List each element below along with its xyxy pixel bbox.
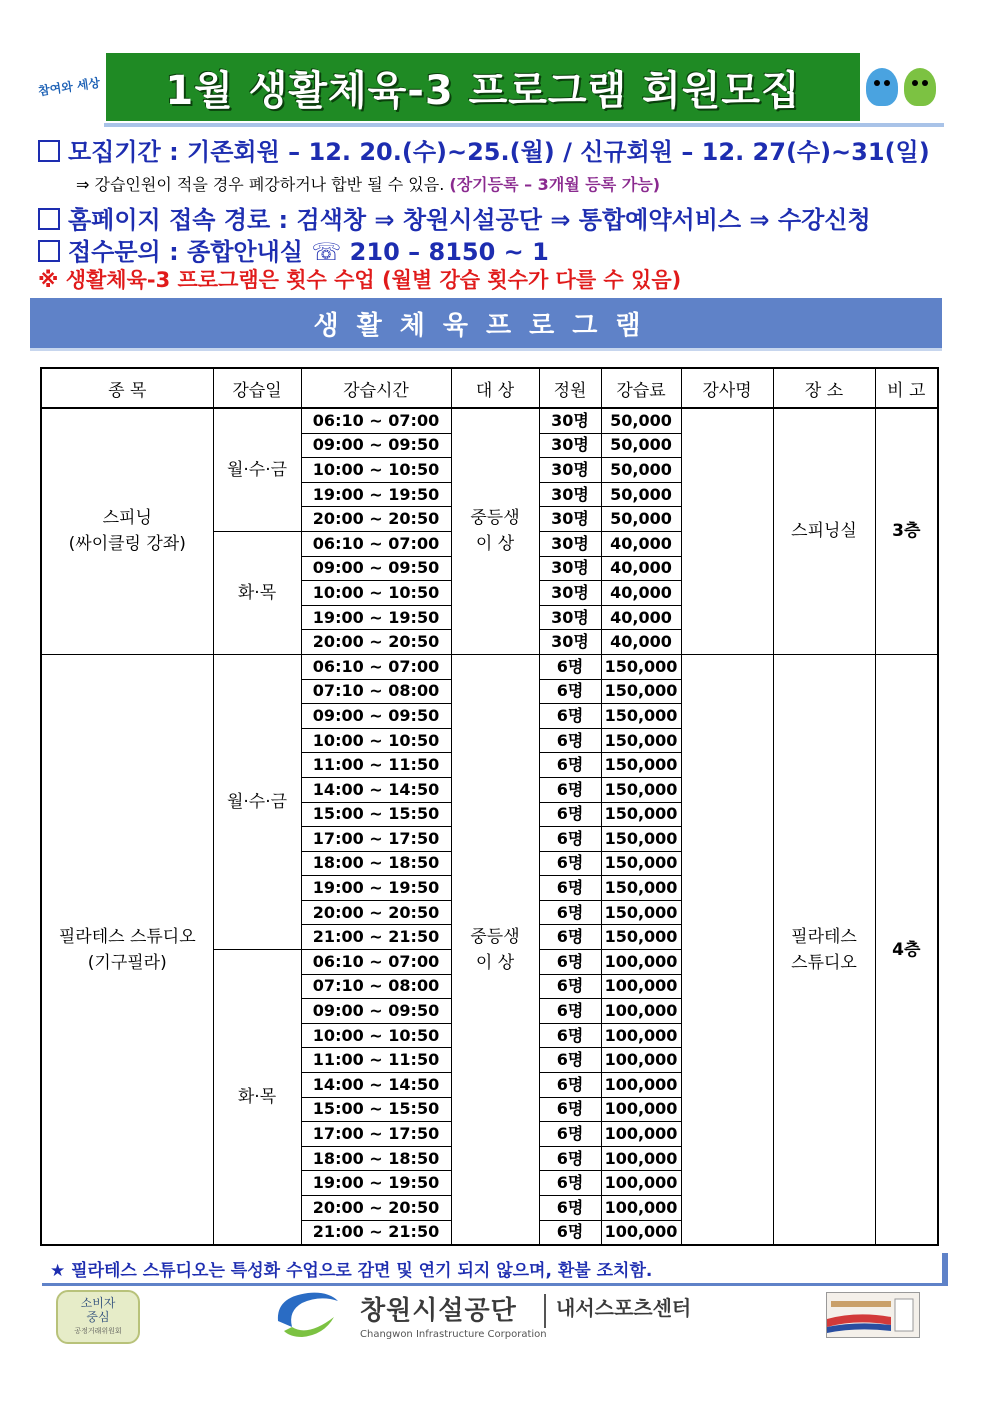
class-time-cell: 20:00 ~ 20:50 [301, 507, 451, 532]
capacity-cell: 6명 [539, 999, 601, 1024]
capacity-cell: 6명 [539, 1220, 601, 1245]
class-time-cell: 14:00 ~ 14:50 [301, 777, 451, 802]
capacity-cell: 6명 [539, 1122, 601, 1147]
capacity-cell: 30명 [539, 556, 601, 581]
class-time-cell: 09:00 ~ 09:50 [301, 556, 451, 581]
table-row [41, 654, 938, 679]
fee-cell: 40,000 [601, 605, 681, 630]
title-divider [104, 123, 944, 127]
class-time-cell: 14:00 ~ 14:50 [301, 1073, 451, 1098]
mascot-illustration [866, 62, 944, 112]
target-cell: 중등생 이 상 [451, 408, 539, 654]
header-cell: 정원 [539, 368, 601, 408]
corp-english-name: Changwon Infrastructure Corporation [360, 1329, 547, 1340]
fee-cell: 150,000 [601, 925, 681, 950]
class-days-cell: 화·목 [213, 950, 301, 1246]
contact-info: 접수문의 : 종합안내실 ☏ 210 – 8150 ~ 1 [38, 232, 549, 267]
class-time-cell: 20:00 ~ 20:50 [301, 900, 451, 925]
fee-cell: 150,000 [601, 827, 681, 852]
class-time-cell: 10:00 ~ 10:50 [301, 581, 451, 606]
header-cell: 대 상 [451, 368, 539, 408]
consumer-ccm-badge: 소비자 중심 공정거래위원회 [56, 1290, 140, 1344]
class-time-cell: 21:00 ~ 21:50 [301, 925, 451, 950]
fee-cell: 50,000 [601, 433, 681, 458]
class-time-cell: 10:00 ~ 10:50 [301, 458, 451, 483]
cancel-notice: ⇒ 강습인원이 적을 경우 폐강하거나 합반 될 수 있음. (장기등록 – 3개월 등록 가능) [76, 175, 661, 194]
class-time-cell: 09:00 ~ 09:50 [301, 999, 451, 1024]
fee-cell: 50,000 [601, 458, 681, 483]
fee-cell: 150,000 [601, 777, 681, 802]
capacity-cell: 30명 [539, 433, 601, 458]
table-header-row [41, 368, 938, 408]
fee-cell: 100,000 [601, 1073, 681, 1098]
footnote-bar [42, 1253, 948, 1286]
class-days-cell: 화·목 [213, 531, 301, 654]
capacity-cell: 6명 [539, 802, 601, 827]
corp-logo-icon [268, 1287, 346, 1343]
capacity-cell: 6명 [539, 876, 601, 901]
fee-cell: 100,000 [601, 974, 681, 999]
capacity-cell: 6명 [539, 654, 601, 679]
fee-cell: 40,000 [601, 556, 681, 581]
instructor-cell [681, 654, 773, 1245]
page-title: 1월 생활체육-3 프로그램 회원모집 [165, 67, 801, 114]
mascot-green-icon [904, 68, 936, 106]
class-time-cell: 11:00 ~ 11:50 [301, 753, 451, 778]
fee-cell: 50,000 [601, 507, 681, 532]
capacity-cell: 6명 [539, 1097, 601, 1122]
class-time-cell: 19:00 ~ 19:50 [301, 605, 451, 630]
class-time-cell: 17:00 ~ 17:50 [301, 1122, 451, 1147]
capacity-cell: 6명 [539, 950, 601, 975]
fee-cell: 100,000 [601, 1122, 681, 1147]
footnote: ★ 필라테스 스튜디오는 특성화 수업으로 감면 및 연기 되지 않으며, 환불 조치함. [50, 1260, 653, 1281]
class-time-cell: 06:10 ~ 07:00 [301, 950, 451, 975]
capacity-cell: 6명 [539, 1196, 601, 1221]
city-slogan-logo: 참여와 세상 [37, 75, 101, 98]
capacity-cell: 6명 [539, 753, 601, 778]
program-name-cell: 필라테스 스튜디오 (기구필라) [41, 654, 213, 1245]
class-time-cell: 09:00 ~ 09:50 [301, 704, 451, 729]
class-time-cell: 20:00 ~ 20:50 [301, 630, 451, 655]
fee-cell: 150,000 [601, 753, 681, 778]
class-time-cell: 17:00 ~ 17:50 [301, 827, 451, 852]
fee-cell: 150,000 [601, 851, 681, 876]
capacity-cell: 6명 [539, 851, 601, 876]
fee-cell: 50,000 [601, 408, 681, 433]
class-time-cell: 20:00 ~ 20:50 [301, 1196, 451, 1221]
header-cell: 강습일 [213, 368, 301, 408]
capacity-cell: 6명 [539, 704, 601, 729]
note-cell: 4층 [875, 654, 938, 1245]
fee-cell: 40,000 [601, 581, 681, 606]
capacity-cell: 6명 [539, 1048, 601, 1073]
capacity-cell: 6명 [539, 900, 601, 925]
fee-cell: 100,000 [601, 1196, 681, 1221]
fee-cell: 150,000 [601, 679, 681, 704]
corp-name: 창원시설공단 [360, 1296, 517, 1326]
fee-cell: 150,000 [601, 900, 681, 925]
capacity-cell: 6명 [539, 679, 601, 704]
homepage-path: 홈페이지 접속 경로 : 검색창 ⇒ 창원시설공단 ⇒ 통합예약서비스 ⇒ 수강신청 [38, 200, 871, 235]
fee-cell: 100,000 [601, 1146, 681, 1171]
capacity-cell: 6명 [539, 1146, 601, 1171]
capacity-cell: 6명 [539, 728, 601, 753]
class-time-cell: 15:00 ~ 15:50 [301, 1097, 451, 1122]
class-time-cell: 19:00 ~ 19:50 [301, 482, 451, 507]
note-cell: 3층 [875, 408, 938, 654]
class-time-cell: 19:00 ~ 19:50 [301, 1171, 451, 1196]
header-cell: 장 소 [773, 368, 875, 408]
fee-cell: 100,000 [601, 1048, 681, 1073]
class-time-cell: 07:10 ~ 08:00 [301, 974, 451, 999]
session-notice: ※ 생활체육-3 프로그램은 횟수 수업 (월별 강습 횟수가 다를 수 있음) [38, 268, 682, 292]
fee-cell: 100,000 [601, 1171, 681, 1196]
fee-cell: 150,000 [601, 876, 681, 901]
capacity-cell: 6명 [539, 974, 601, 999]
fee-cell: 40,000 [601, 531, 681, 556]
class-time-cell: 09:00 ~ 09:50 [301, 433, 451, 458]
capacity-cell: 30명 [539, 408, 601, 433]
class-time-cell: 10:00 ~ 10:50 [301, 728, 451, 753]
class-time-cell: 07:10 ~ 08:00 [301, 679, 451, 704]
class-time-cell: 18:00 ~ 18:50 [301, 1146, 451, 1171]
fee-cell: 150,000 [601, 802, 681, 827]
capacity-cell: 30명 [539, 458, 601, 483]
header-cell: 강사명 [681, 368, 773, 408]
recruit-period: 모집기간 : 기존회원 – 12. 20.(수)~25.(월) / 신규회원 – 12. 27(수)~31(일) [38, 132, 930, 167]
footer-separator [544, 1294, 546, 1328]
capacity-cell: 30명 [539, 507, 601, 532]
capacity-cell: 30명 [539, 581, 601, 606]
fee-cell: 150,000 [601, 704, 681, 729]
capacity-cell: 30명 [539, 482, 601, 507]
capacity-cell: 30명 [539, 531, 601, 556]
class-time-cell: 19:00 ~ 19:50 [301, 876, 451, 901]
fee-cell: 100,000 [601, 950, 681, 975]
capacity-cell: 6명 [539, 1023, 601, 1048]
sports-center-name: 내서스포츠센터 [556, 1296, 692, 1320]
capacity-cell: 30명 [539, 605, 601, 630]
class-time-cell: 06:10 ~ 07:00 [301, 408, 451, 433]
capacity-cell: 30명 [539, 630, 601, 655]
section-banner: 생활체육프로그램 [30, 298, 942, 348]
checkbox-icon [38, 140, 60, 162]
class-time-cell: 21:00 ~ 21:50 [301, 1220, 451, 1245]
checkbox-icon [38, 240, 60, 262]
program-name-cell: 스피닝 (싸이클링 강좌) [41, 408, 213, 654]
class-time-cell: 11:00 ~ 11:50 [301, 1048, 451, 1073]
checkbox-icon [38, 208, 60, 230]
class-time-cell: 15:00 ~ 15:50 [301, 802, 451, 827]
class-days-cell: 월·수·금 [213, 654, 301, 949]
fee-cell: 100,000 [601, 1097, 681, 1122]
class-time-cell: 18:00 ~ 18:50 [301, 851, 451, 876]
class-time-cell: 06:10 ~ 07:00 [301, 654, 451, 679]
class-time-cell: 10:00 ~ 10:50 [301, 1023, 451, 1048]
class-days-cell: 월·수·금 [213, 408, 301, 531]
header-cell: 비 고 [875, 368, 938, 408]
capacity-cell: 6명 [539, 925, 601, 950]
fee-cell: 100,000 [601, 999, 681, 1024]
table-row [41, 408, 938, 433]
fee-cell: 150,000 [601, 654, 681, 679]
fee-cell: 100,000 [601, 1023, 681, 1048]
header-cell: 강습시간 [301, 368, 451, 408]
header-cell: 종 목 [41, 368, 213, 408]
class-time-cell: 06:10 ~ 07:00 [301, 531, 451, 556]
fee-cell: 150,000 [601, 728, 681, 753]
fee-cell: 50,000 [601, 482, 681, 507]
place-cell: 필라테스 스튜디오 [773, 654, 875, 1245]
quality-cert-badge-icon [826, 1292, 920, 1338]
header-cell: 강습료 [601, 368, 681, 408]
instructor-cell [681, 408, 773, 654]
place-cell: 스피닝실 [773, 408, 875, 654]
page-title-box [106, 53, 860, 121]
capacity-cell: 6명 [539, 1171, 601, 1196]
capacity-cell: 6명 [539, 1073, 601, 1098]
schedule-table [40, 367, 939, 1246]
fee-cell: 100,000 [601, 1220, 681, 1245]
mascot-blue-icon [866, 68, 898, 106]
capacity-cell: 6명 [539, 827, 601, 852]
target-cell: 중등생 이 상 [451, 654, 539, 1245]
capacity-cell: 6명 [539, 777, 601, 802]
fee-cell: 40,000 [601, 630, 681, 655]
